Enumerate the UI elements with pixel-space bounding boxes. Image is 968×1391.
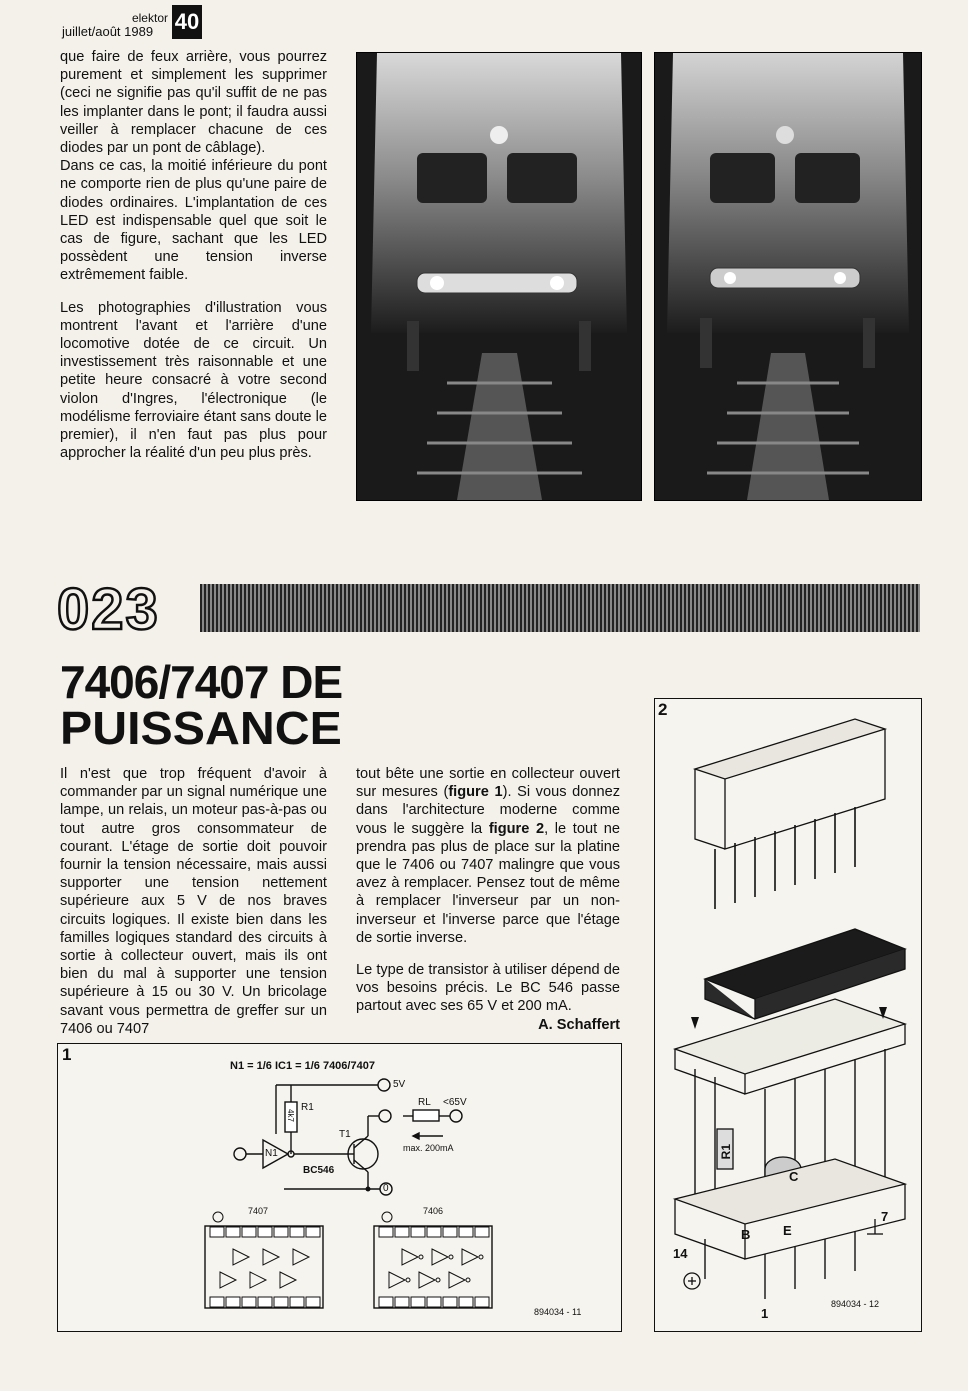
header-brand: elektor [131, 11, 168, 25]
figure-2 [654, 698, 922, 1332]
text: Le type de transistor à utiliser dépend de vos besoins précis. Le BC 546 passe partout avec ses 65 V et 200 mA. [356, 962, 620, 1015]
paragraph: Dans ce cas, la moitié inférieure du pont ne comporte rien de plus qu'une paire de diodes ordinaires. L'implantation de ces LED est indispensable quel que soit le cas de figure, sachant que les LED possèdent une tension inverse extrêmement faible. [60, 158, 327, 284]
label-pin-7: 7 [881, 1209, 889, 1224]
chip-label-7406: 7406 [423, 1206, 444, 1216]
author: A. Schaffert [538, 1016, 620, 1033]
article-title-line1: 7406/7407 DE [60, 656, 343, 708]
label-b: B [741, 1227, 751, 1242]
label-max-current: max. 200mA [403, 1143, 454, 1153]
label-5v: 5V [393, 1079, 406, 1090]
figure-ref: figure 2 [488, 820, 545, 837]
section-banner [200, 584, 920, 632]
chip-label-7407: 7407 [248, 1206, 269, 1216]
header-date: juillet/août 1989 [62, 24, 154, 39]
article-column-1: Il n'est que trop fréquent d'avoir à commander par un signal numérique une lampe, un relais, un moteur pas-à-pas ou tout autre gros consommateur de courant. L'étage de sortie doit pouvoir fournir la tension nécessaire, mais aussi supporter une tension nettement supérieure aux 5 V de nos braves circuits logiques. Il existe bien dans les familles logiques standard des circuits à sortie à collecteur ouvert, mais ils ont bien du mal à supporter une tension supérieure à 15 ou 30 V. Un bricolage savant vous permettra de greffer sur un 7406 ou 7407 [60, 766, 327, 1037]
label-r1: R1 [301, 1102, 314, 1113]
paragraph: Les photographies d'illustration vous montrent l'avant et l'arrière d'une locomotive dotée de ce circuit. Un investissement très raisonnable et une petite heure consacré à votre second violon d'Ingres, l'électronique (le modélisme ferroviaire étant sans doute le premier), il n'en faut pas plus pour approcher la réalité d'un peu plus près. [60, 299, 327, 462]
label-e: E [783, 1223, 792, 1238]
label-r1: R1 [719, 1144, 733, 1160]
figure-number: 2 [658, 700, 668, 719]
label-rl: RL [418, 1097, 431, 1108]
figure-code: 894034 - 11 [534, 1307, 582, 1317]
text: ). Si vous donnez dans l'architecture moderne comme vous le suggère la [356, 784, 620, 837]
label-c: C [789, 1169, 799, 1184]
locomotive-rear-photo [654, 52, 922, 501]
intro-text [60, 48, 327, 476]
locomotive-front-photo [356, 52, 642, 501]
label-pin-14: 14 [673, 1246, 688, 1261]
label-ground: 0 [383, 1183, 389, 1194]
label-n1: N1 [265, 1148, 278, 1159]
text: tout bête une sortie en collecteur ouvert sur mesures ( [356, 766, 620, 801]
schematic-heading: N1 = 1/6 IC1 = 1/6 7406/7407 [230, 1060, 375, 1072]
label-65v: <65V [443, 1097, 467, 1108]
label-t1: T1 [339, 1129, 351, 1140]
figure-code: 894034 - 12 [831, 1299, 880, 1309]
text: , le tout ne prendra pas plus de place sur la platine que le 7406 ou 7407 malingre que vous avez à remplacer. Pensez tout de même à remplacer l'inverseur par un non-inverseur et l'inverse parce que l'étage de sortie inverse. [356, 820, 620, 946]
figure-number: 1 [62, 1045, 72, 1064]
article-column-2 [356, 765, 620, 1034]
label-pin-1: 1 [761, 1306, 769, 1321]
figure-ref: figure 1 [448, 784, 503, 801]
article-title-line2: PUISSANCE [60, 702, 342, 754]
section-number: 023 [57, 577, 160, 642]
circuit-schematic [58, 1044, 621, 1331]
paragraph: que faire de feux arrière, vous pourrez purement et simplement les supprimer (ceci ne signifie pas qu'il suffit de ne pas les implanter dans le pont; il faudra aussi veiller à remplacer chacune de ces diodes par un pont de câblage). [60, 49, 327, 157]
label-bc546: BC546 [303, 1165, 335, 1176]
label-4k7: 4k7 [286, 1109, 295, 1122]
figure-1 [57, 1043, 622, 1332]
page-number: 40 [172, 5, 202, 39]
